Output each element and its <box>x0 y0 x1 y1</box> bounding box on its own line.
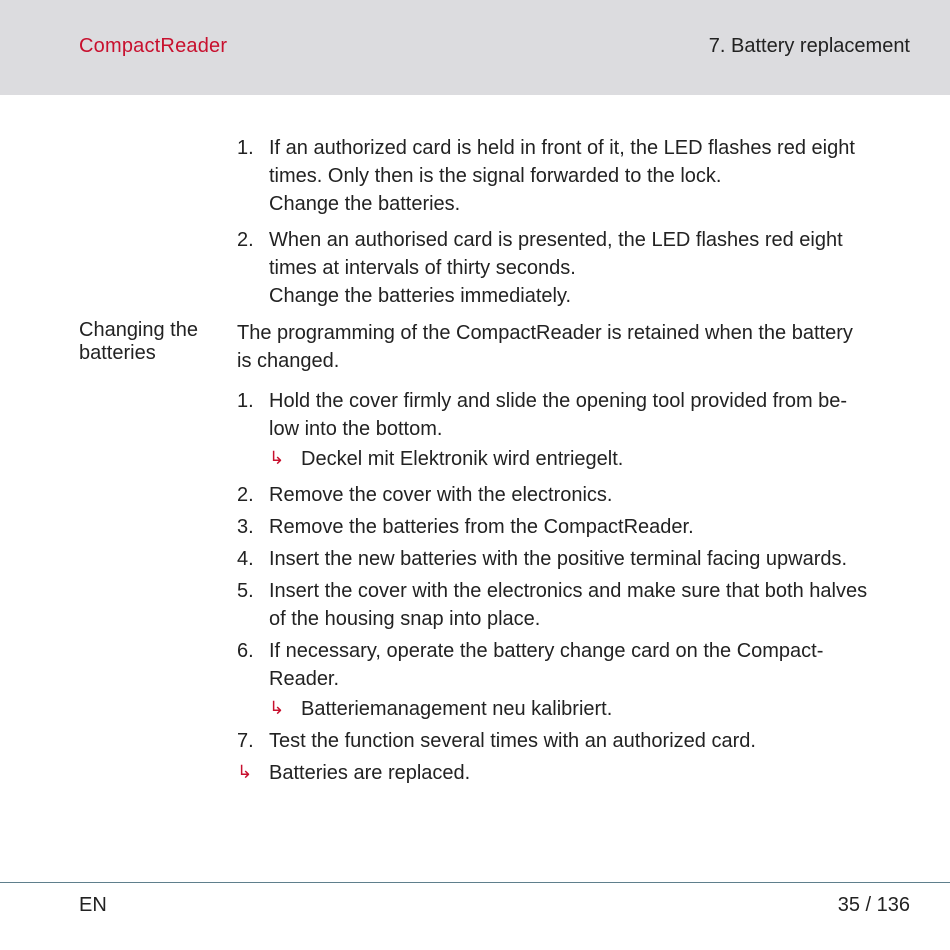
step-item <box>237 727 917 755</box>
result-text: Deckel mit Elektronik wird entriegelt. <box>301 448 624 470</box>
section-intro <box>237 319 917 375</box>
step-number: 1. <box>237 390 254 412</box>
result-arrow-icon: ↳ <box>269 698 285 718</box>
page-header <box>0 0 950 95</box>
footer-language: EN <box>79 894 107 916</box>
text-line: low into the bottom. <box>269 418 443 440</box>
text-line: Test the function several times with an authorized card. <box>269 730 756 752</box>
list-number: 1. <box>237 137 254 159</box>
list-number: 2. <box>237 229 254 251</box>
step-item <box>237 481 917 509</box>
step-number: 2. <box>237 484 254 506</box>
text-line: If necessary, operate the battery change card on the Compact- <box>269 640 824 662</box>
result-text: Batteriemanagement neu kalibriert. <box>301 698 613 720</box>
list-text <box>269 226 917 310</box>
result-arrow-icon: ↳ <box>237 762 253 782</box>
text-line: If an authorized card is held in front of it, the LED flashes red eight <box>269 137 855 159</box>
list-text <box>269 134 917 218</box>
text-line: Insert the new batteries with the positive terminal facing upwards. <box>269 548 848 570</box>
step-number: 7. <box>237 730 254 752</box>
step-result <box>269 695 917 723</box>
led-warning-list <box>237 134 917 318</box>
step-result <box>269 445 917 473</box>
footer-divider <box>0 882 950 883</box>
text-line: Insert the cover with the electronics and make sure that both halves <box>269 580 868 602</box>
text-line: Hold the cover firmly and slide the opening tool provided from be- <box>269 390 848 412</box>
text-line: times at intervals of thirty seconds. <box>269 257 576 279</box>
text-line: Remove the batteries from the CompactReader. <box>269 516 694 538</box>
step-item <box>237 577 917 633</box>
battery-steps-list <box>237 387 917 795</box>
text-line: batteries <box>79 342 156 364</box>
text-line: is changed. <box>237 350 340 372</box>
chapter-title: 7. Battery replacement <box>708 35 910 57</box>
text-line: The programming of the CompactReader is retained when the battery <box>237 322 853 344</box>
brand-title: CompactReader <box>79 35 228 57</box>
step-number: 3. <box>237 516 254 538</box>
text-line: of the housing snap into place. <box>269 608 541 630</box>
result-arrow-icon: ↳ <box>269 448 285 468</box>
text-line: When an authorised card is presented, the LED flashes red eight <box>269 229 843 251</box>
final-result-text: Batteries are replaced. <box>269 762 471 784</box>
step-item <box>237 637 917 723</box>
text-line: Change the batteries immediately. <box>269 285 572 307</box>
list-item <box>237 226 917 310</box>
text-line: Changing the <box>79 319 198 341</box>
step-item <box>237 513 917 541</box>
text-line: Reader. <box>269 668 340 690</box>
step-number: 6. <box>237 640 254 662</box>
section-label <box>79 319 219 365</box>
step-item <box>237 387 917 473</box>
text-line: Remove the cover with the electronics. <box>269 484 613 506</box>
list-item <box>237 134 917 218</box>
step-number: 5. <box>237 580 254 602</box>
text-line: Change the batteries. <box>269 193 461 215</box>
final-result <box>237 759 917 787</box>
text-line: times. Only then is the signal forwarded to the lock. <box>269 165 722 187</box>
step-number: 4. <box>237 548 254 570</box>
footer-page-number: 35 / 136 <box>837 894 910 916</box>
step-item <box>237 545 917 573</box>
